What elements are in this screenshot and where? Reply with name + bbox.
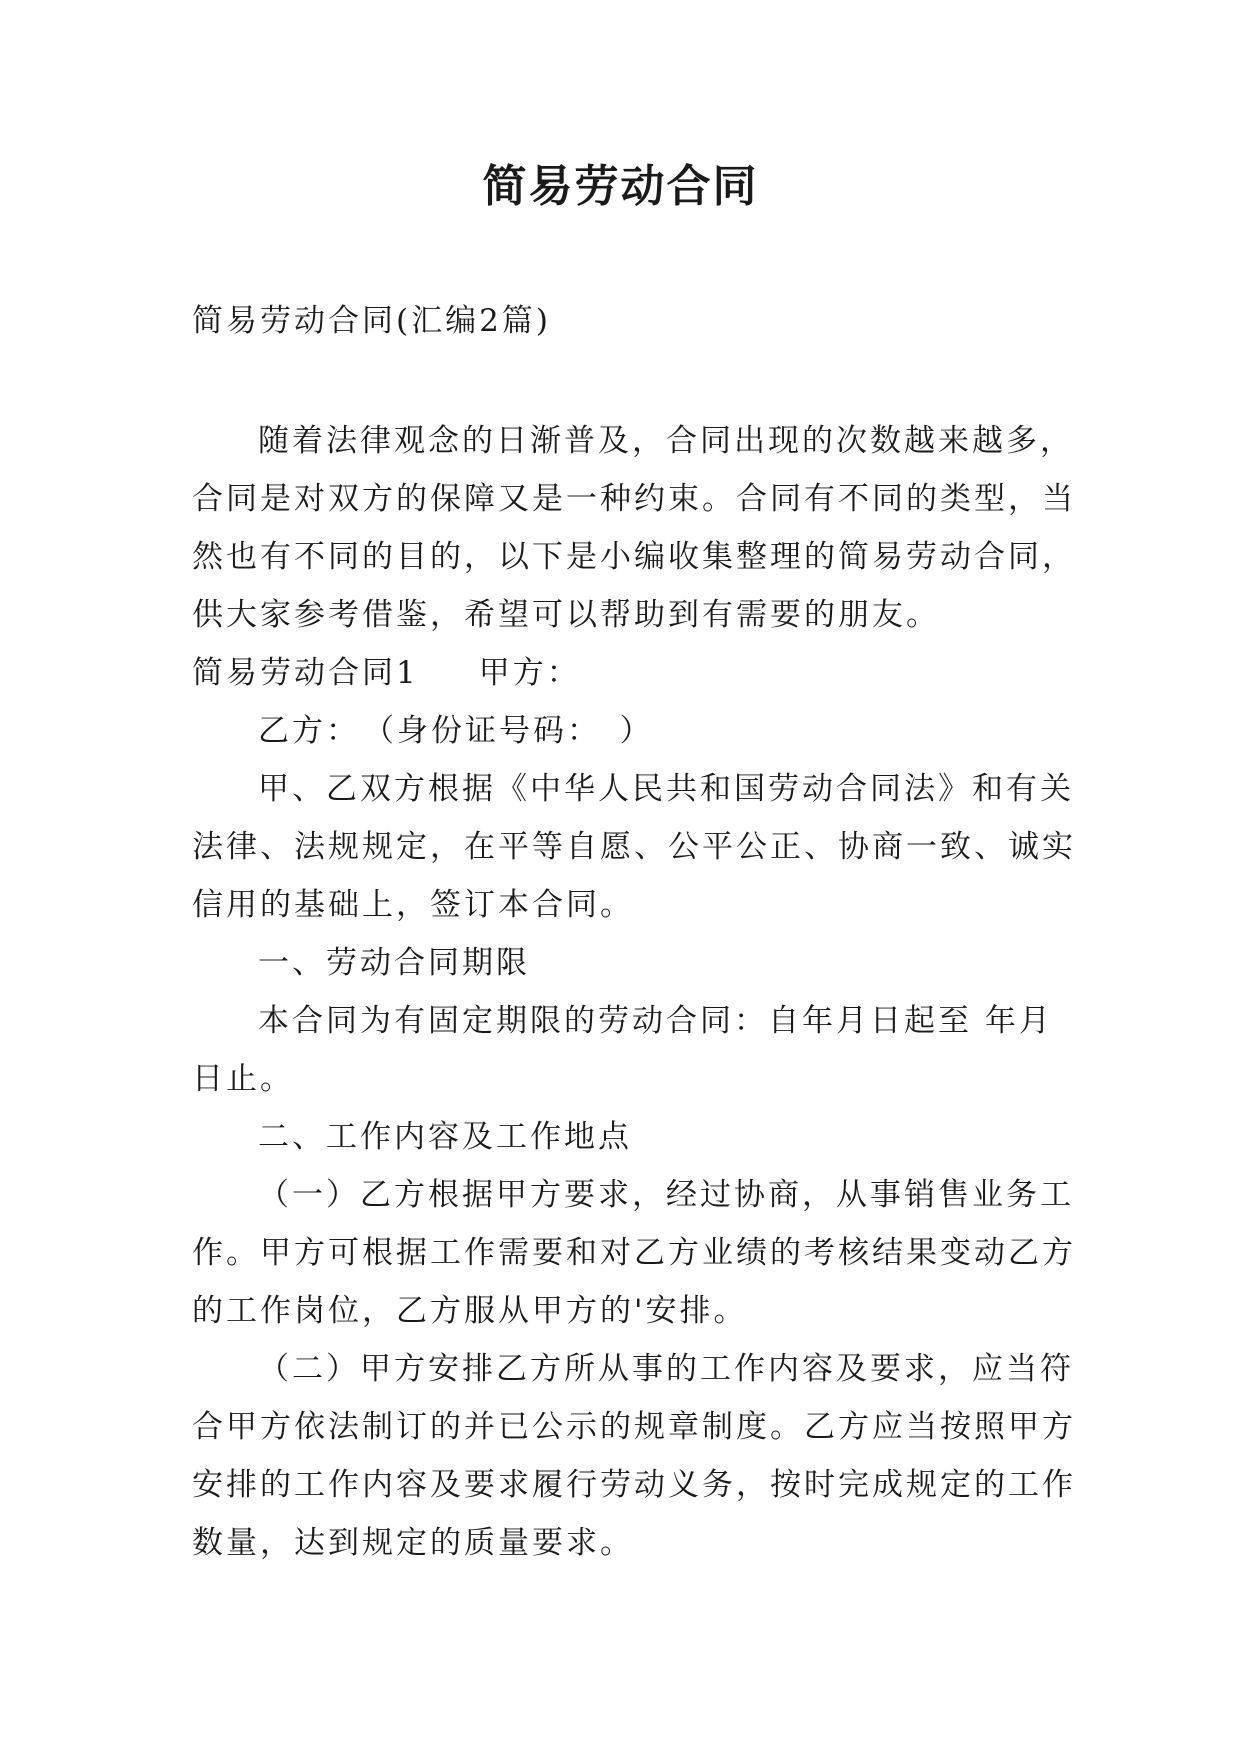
section2-title: 二、工作内容及工作地点 [258, 1119, 632, 1155]
contract1-heading: 简易劳动合同1 [192, 655, 419, 691]
party-a-label: 甲方： [478, 655, 581, 691]
section2-item2: （二）甲方安排乙方所从事的工作内容及要求，应当符合甲方依法制订的并已公示的规章制度。乙方应当按照甲方安排的工作内容及要求履行劳动义务，按时完成规定的工作数量，达到规定的质量要求。 [192, 1351, 1076, 1561]
section2-item1: （一）乙方根据甲方要求，经过协商，从事销售业务工作。甲方可根据工作需要和对乙方业绩的考核结果变动乙方的工作岗位，乙方服从甲方的'安排。 [192, 1177, 1076, 1329]
section1-title: 一、劳动合同期限 [258, 945, 530, 981]
section1-text: 本合同为有固定期限的劳动合同：自年月日起至 年月日止。 [192, 1003, 1053, 1097]
party-b-line: 乙方： （身份证号码： ） [258, 713, 654, 749]
document-body [192, 292, 1078, 1572]
contract-heading-line [192, 644, 1078, 702]
document-subtitle: 简易劳动合同(汇编2篇) [192, 303, 551, 339]
document-title: 简易劳动合同 [482, 161, 759, 212]
intro-paragraph: 随着法律观念的日渐普及，合同出现的次数越来越多，合同是对双方的保障又是一种约束。合同有不同的类型，当然也有不同的目的，以下是小编收集整理的简易劳动合同，供大家参考借鉴，希望可以帮助到有需要的朋友。 [192, 423, 1076, 633]
basis-paragraph: 甲、乙双方根据《中华人民共和国劳动合同法》和有关法律、法规规定，在平等自愿、公平公正、协商一致、诚实信用的基础上，签订本合同。 [192, 771, 1076, 923]
